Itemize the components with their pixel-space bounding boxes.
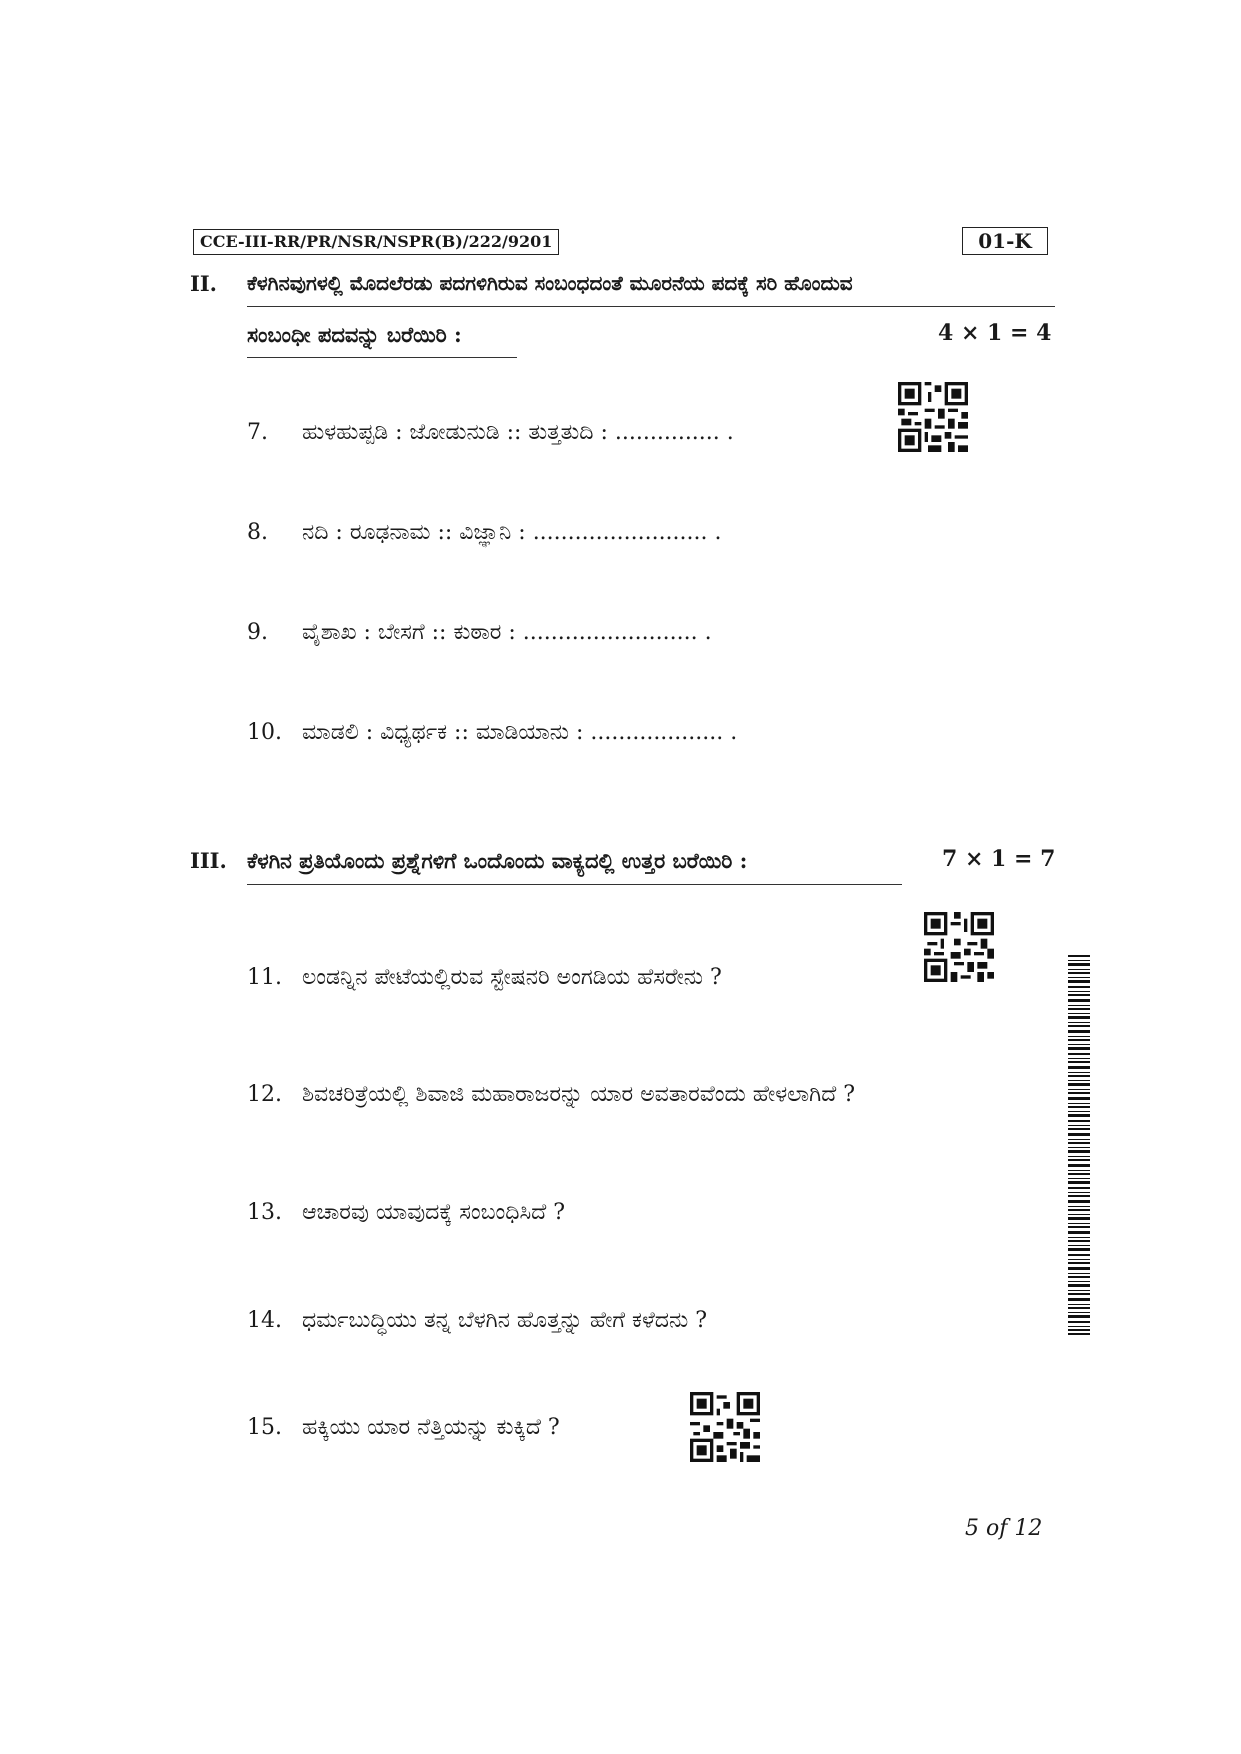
question-text: ನದಿ : ರೂಢನಾಮ :: ವಿಜ್ಞಾನಿ : ......................... . xyxy=(302,520,722,545)
qr-code-icon xyxy=(924,912,994,982)
question-9 xyxy=(247,620,712,645)
section-2-title-underline-2 xyxy=(247,357,517,358)
question-number: 13. xyxy=(247,1200,282,1225)
question-text: ಆಚಾರವು ಯಾವುದಕ್ಕೆ ಸಂಬಂಧಿಸಿದೆ ? xyxy=(302,1200,566,1225)
question-11 xyxy=(247,965,722,990)
section-2-title-line1: ಕೆಳಗಿನವುಗಳಲ್ಲಿ ಮೊದಲೆರಡು ಪದಗಳಿಗಿರುವ ಸಂಬಂಧದಂತೆ ಮೂರನೆಯ ಪದಕ್ಕೆ ಸರಿ ಹೊಂದುವ xyxy=(247,271,853,295)
question-text: ಲಂಡನ್ನಿನ ಪೇಟೆಯಲ್ಲಿರುವ ಸ್ಟೇಷನರಿ ಅಂಗಡಿಯ ಹೆಸರೇನು ? xyxy=(302,965,722,990)
question-12 xyxy=(247,1082,855,1107)
question-15 xyxy=(247,1415,560,1440)
question-14 xyxy=(247,1308,707,1333)
question-number: 8. xyxy=(247,520,268,545)
question-text: ಮಾಡಲಿ : ವಿಧ್ಯರ್ಥಕ :: ಮಾಡಿಯಾನು : ................... . xyxy=(302,720,738,745)
question-number: 10. xyxy=(247,720,282,745)
question-number: 11. xyxy=(247,965,282,990)
section-2-marks: 4 × 1 = 4 xyxy=(938,320,1052,346)
section-2-title-line2: ಸಂಬಂಧೀ ಪದವನ್ನು ಬರೆಯಿರಿ : xyxy=(247,322,462,347)
version-code: 01-K xyxy=(962,227,1048,255)
question-number: 15. xyxy=(247,1415,282,1440)
question-number: 7. xyxy=(247,420,268,445)
question-8 xyxy=(247,520,722,545)
question-number: 9. xyxy=(247,620,268,645)
question-7 xyxy=(247,420,734,445)
paper-code: CCE-III-RR/PR/NSR/NSPR(B)/222/9201 xyxy=(193,229,559,255)
question-text: ಹಕ್ಕಿಯು ಯಾರ ನೆತ್ತಿಯನ್ನು ಕುಕ್ಕಿದೆ ? xyxy=(302,1415,560,1440)
question-13 xyxy=(247,1200,565,1225)
section-2-title-underline xyxy=(247,306,1055,307)
qr-code-icon xyxy=(898,382,968,452)
question-text: ಧರ್ಮಬುದ್ಧಿಯು ತನ್ನ ಬೆಳಗಿನ ಹೊತ್ತನ್ನು ಹೇಗೆ ಕಳೆದನು ? xyxy=(302,1308,708,1333)
barcode-icon xyxy=(1068,955,1090,1335)
qr-code-icon xyxy=(690,1392,760,1462)
page-number: 5 of 12 xyxy=(965,1516,1043,1541)
question-text: ವೈಶಾಖ : ಬೇಸಗೆ :: ಕುಠಾರ : ......................... . xyxy=(302,620,712,645)
section-3-number: III. xyxy=(190,848,227,873)
section-2-number: II. xyxy=(190,271,217,296)
question-number: 14. xyxy=(247,1308,282,1333)
question-10 xyxy=(247,720,737,745)
question-text: ಹುಳಹುಪ್ಪಡಿ : ಜೋಡುನುಡಿ :: ತುತ್ತತುದಿ : ............... . xyxy=(302,420,734,445)
section-3-title: ಕೆಳಗಿನ ಪ್ರತಿಯೊಂದು ಪ್ರಶ್ನೆಗಳಿಗೆ ಒಂದೊಂದು ವಾಕ್ಯದಲ್ಲಿ ಉತ್ತರ ಬರೆಯಿರಿ : xyxy=(247,848,748,873)
question-text: ಶಿವಚರಿತ್ರೆಯಲ್ಲಿ ಶಿವಾಜಿ ಮಹಾರಾಜರನ್ನು ಯಾರ ಅವತಾರವೆಂದು ಹೇಳಲಾಗಿದೆ ? xyxy=(302,1082,856,1107)
section-3-marks: 7 × 1 = 7 xyxy=(942,846,1056,872)
section-3-title-underline xyxy=(247,884,902,885)
question-number: 12. xyxy=(247,1082,282,1107)
